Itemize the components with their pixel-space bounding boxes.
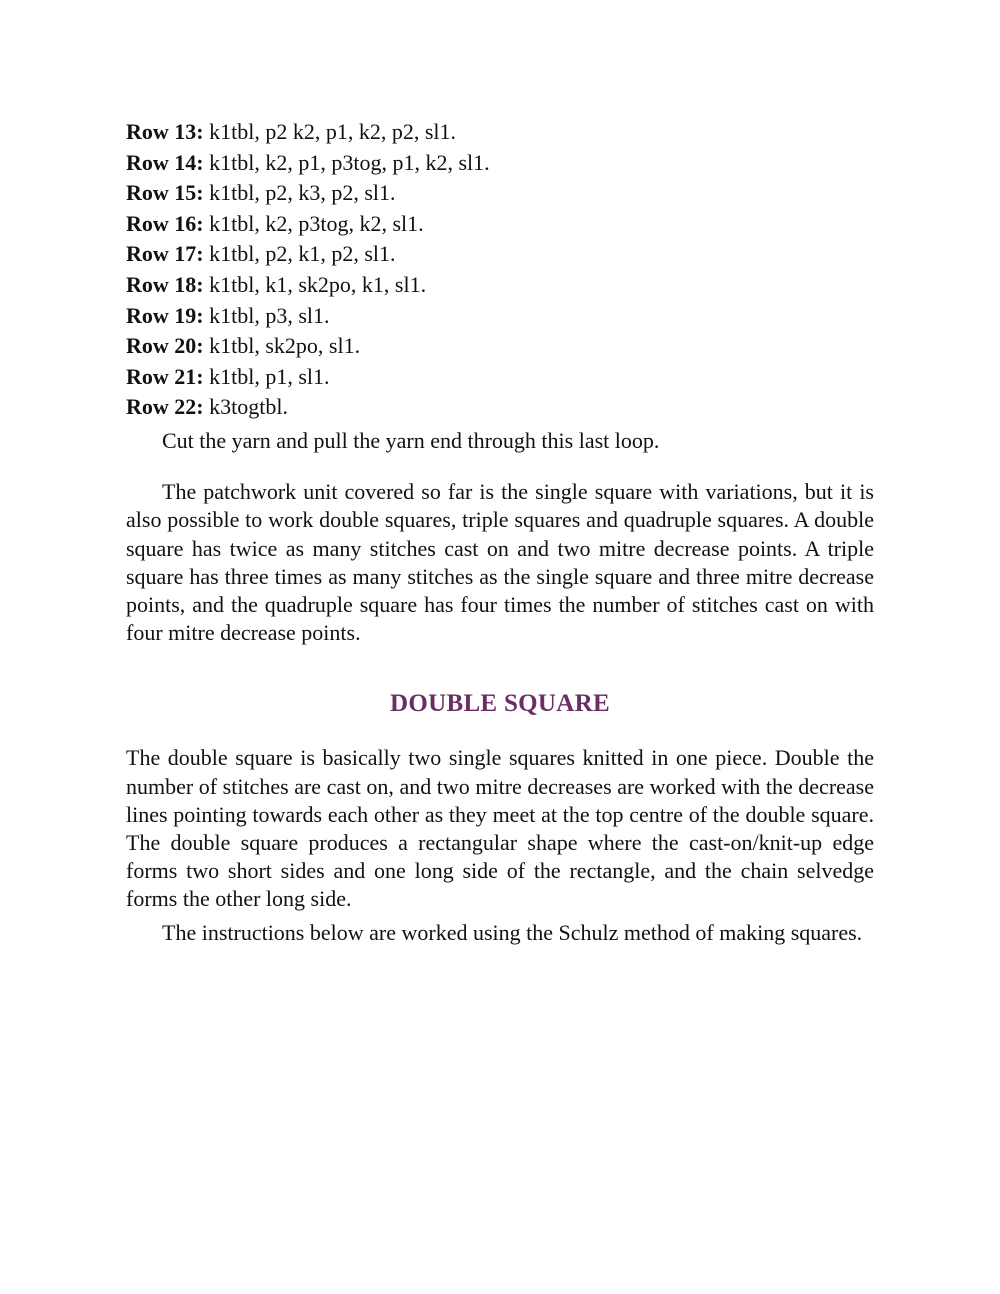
row-text: k1tbl, p3, sl1. (209, 302, 330, 328)
row-label: Row 13: (126, 119, 204, 144)
row-instruction (126, 239, 874, 270)
row-label: Row 22: (126, 394, 204, 420)
row-label: Row 14: (126, 149, 204, 175)
row-text: k1tbl, sk2po, sl1. (209, 333, 361, 359)
row-label: Row 15: (126, 180, 204, 206)
row-label: Row 19: (126, 302, 204, 328)
row-text: k1tbl, p2, k1, p2, sl1. (209, 241, 396, 267)
row-text: k1tbl, k2, p1, p3tog, p1, k2, sl1. (209, 149, 490, 175)
section-heading: DOUBLE SQUARE (390, 690, 610, 718)
row-instruction (126, 148, 874, 179)
row-label: Row 16: (126, 210, 204, 236)
row-instruction (126, 392, 874, 423)
row-text: k1tbl, p1, sl1. (209, 363, 330, 389)
row-instruction (126, 331, 874, 362)
row-label: Row 17: (126, 241, 204, 267)
row-instruction (126, 301, 874, 332)
section-paragraph: The instructions below are worked using the Schulz method of making squares. (162, 919, 863, 945)
row-instructions (126, 117, 874, 423)
finish-note: Cut the yarn and pull the yarn end through this last loop. (162, 427, 660, 453)
row-instruction (126, 209, 874, 240)
row-text: k1tbl, p2, k3, p2, sl1. (209, 180, 396, 206)
row-text: k1tbl, k2, p3tog, k2, sl1. (209, 210, 424, 236)
section-paragraph: The double square is basically two single squares knitted in one piece. Double the number of stitches are cast on, and two mitre decreases are worked with the decrease lines pointing towards each other as they meet at the top centre of the double square. The double square produces a rectangular shape where the cast-on/knit-up edge forms two short sides and one long side of the rectangle, and the chain selvedge forms the other long side. (126, 745, 874, 912)
row-instruction (126, 362, 874, 393)
row-label: Row 18: (126, 271, 204, 297)
row-text: k3togtbl. (209, 394, 288, 420)
row-text: k1tbl, k1, sk2po, k1, sl1. (209, 271, 427, 297)
row-label: Row 20: (126, 333, 204, 359)
row-instruction (126, 117, 874, 148)
row-label: Row 21: (126, 363, 204, 389)
row-instruction (126, 270, 874, 301)
row-text: k1tbl, p2 k2, p1, k2, p2, sl1. (209, 119, 457, 144)
intro-paragraph: The patchwork unit covered so far is the single square with variations, but it is also possible to work double squares, triple squares and quadruple squares. A double square has twice as many stitches cast on and two mitre decrease points. A triple square has three times as many stitches as the single square and three mitre decrease points, and the quadruple square has four times the number of stitches cast on with four mitre decrease points. (126, 479, 874, 646)
row-instruction (126, 178, 874, 209)
document-page (126, 117, 874, 947)
